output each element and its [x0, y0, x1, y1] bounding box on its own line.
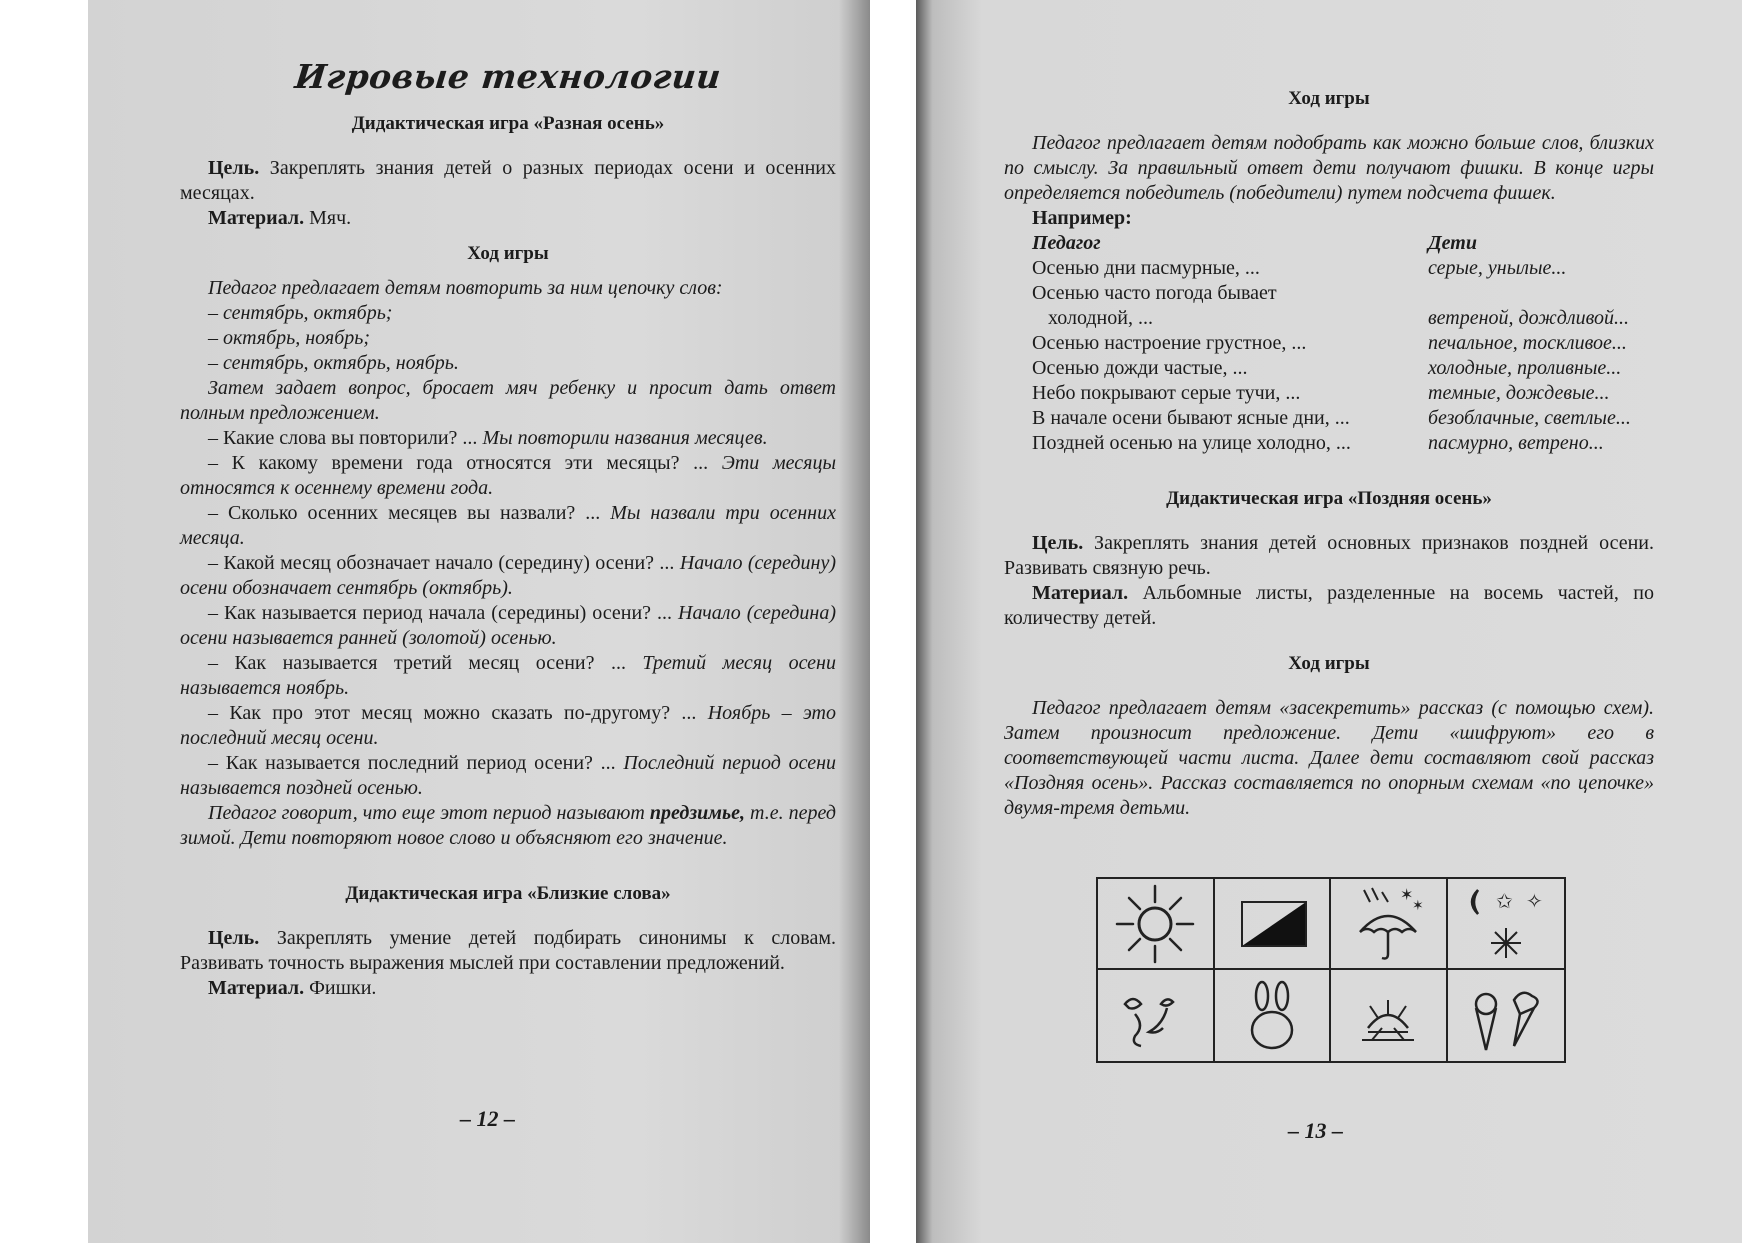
page-number: – 12 – [460, 1106, 515, 1131]
chain-item: – сентябрь, октябрь; [208, 302, 393, 324]
qa-item: – Какой месяц обозначает начало (середину) осени? ... Начало (середину) осени обозначает сентябрь (октябрь). [180, 552, 836, 599]
birds-icon [1105, 974, 1205, 1058]
qa-item: – Сколько осенних месяцев вы назвали? ... Мы назвали три осенних месяца. [180, 502, 836, 549]
game3-heading: Дидактическая игра «Поздняя осень» [1166, 488, 1492, 509]
table-row: Небо покрывают серые тучи, ... темные, дождевые... [1032, 382, 1610, 404]
game1-material: Материал. Мяч. [208, 207, 352, 229]
left-page [88, 0, 870, 1243]
svg-text:✶: ✶ [1412, 898, 1424, 914]
svg-text:✩: ✩ [1495, 890, 1513, 913]
schema-cell [1215, 970, 1332, 1061]
dark-cloud-icon [1222, 882, 1322, 966]
svg-text:✧: ✧ [1525, 890, 1543, 913]
svg-text:✶: ✶ [1400, 886, 1414, 904]
hedgehog-icon [1338, 974, 1438, 1058]
sun-icon [1105, 882, 1205, 966]
game1-ball-text: Затем задает вопрос, бросает мяч ребенку и просит дать ответ полным предложением. [180, 377, 836, 424]
col-children: Дети [1428, 232, 1477, 254]
game1-closing: Педагог говорит, что еще этот период называют предзимье, т.е. перед зимой. Дети повторяют новое слово и объясняют его значение. [180, 802, 836, 849]
game1-goal: Цель. Закреплять знания детей о разных периодах осени и осенних месяцах. [180, 157, 836, 204]
game1-intro: Педагог предлагает детям повторить за ним цепочку слов: [208, 277, 723, 299]
game3-goal: Цель. Закреплять знания детей основных признаков поздней осени. Развивать связную речь. [1004, 532, 1654, 579]
table-row: Поздней осенью на улице холодно, ... пасмурно, ветрено... [1032, 432, 1604, 454]
game2-heading: Дидактическая игра «Близкие слова» [345, 883, 671, 904]
schema-cell [1331, 970, 1448, 1061]
table-header-row [1004, 231, 1654, 256]
table-row: Осенью часто погода бывает [1032, 282, 1277, 304]
game1-procedure-heading: Ход игры [467, 243, 549, 264]
game3-procedure: Педагог предлагает детям «засекретить» рассказ (с помощью схем). Затем произносит предложение. Дети «шифруют» его в соответствующей части листа. Далее дети составляют свой рассказ «Поздняя осень». Рассказ составляется по опорным схемам «по цепочке» двумя-тремя детьми. [1004, 697, 1654, 819]
rabbit-icon [1222, 974, 1322, 1058]
qa-item: – Как про этот месяц можно сказать по-другому? ... Ноябрь – это последний месяц осени. [180, 702, 836, 749]
schema-cell [1098, 970, 1215, 1061]
chain-item: – сентябрь, октябрь, ноябрь. [208, 352, 459, 374]
schema-cell [1215, 879, 1332, 970]
umbrella-rain-icon [1338, 882, 1438, 966]
qa-item: – Как называется третий месяц осени? ... Третий месяц осени называется ноябрь. [180, 652, 836, 699]
schema-cell [1098, 879, 1215, 970]
qa-item: – Как называется период начала (середины) осени? ... Начало (середина) осени называется ранней (золотой) осенью. [180, 602, 836, 649]
left-page-text [180, 57, 837, 1001]
schema-cell [1448, 970, 1565, 1061]
game2-intro: Педагог предлагает детям подобрать как можно больше слов, близких по смыслу. За правильный ответ дети получают фишки. В конце игры определяется победитель (победители) путем подсчета фишек. [1004, 132, 1654, 204]
schema-cell [1448, 879, 1565, 970]
game3-material: Материал. Альбомные листы, разделенные на восемь частей, по количеству детей. [1004, 582, 1654, 629]
game1-heading: Дидактическая игра «Разная осень» [351, 113, 665, 134]
table-row: Осенью настроение грустное, ... печальное, тоскливое... [1032, 332, 1627, 354]
schema-cell [1331, 879, 1448, 970]
qa-item: – Какие слова вы повторили? ... Мы повторили названия месяцев. [208, 427, 768, 449]
right-page-text [1004, 86, 1654, 821]
game2-procedure-heading: Ход игры [1288, 88, 1370, 109]
game2-material: Материал. Фишки. [208, 977, 377, 999]
qa-item: – К какому времени года относятся эти месяцы? ... Эти месяцы относятся к осеннему времени года. [180, 452, 836, 499]
col-teacher: Педагог [1032, 232, 1101, 254]
qa-item: – Как называется последний период осени? ... Последний период осени называется поздней осенью. [180, 752, 837, 799]
game3-procedure-heading: Ход игры [1288, 653, 1370, 674]
game2-goal: Цель. Закреплять умение детей подбирать синонимы к словам. Развивать точность выражения мыслей при составлении предложений. [180, 927, 836, 974]
page-title: Игровые технологии [292, 57, 724, 96]
table-row: холодной, ... ветреной, дождливой... [1048, 307, 1630, 329]
schema-grid [1096, 877, 1566, 1063]
page-number: – 13 – [1288, 1118, 1343, 1143]
right-page [916, 0, 1742, 1243]
table-row: Осенью дожди частые, ... холодные, проливные... [1032, 357, 1622, 379]
chain-item: – октябрь, ноябрь; [208, 327, 371, 349]
example-label: Например: [1032, 207, 1132, 229]
dialog-table [1004, 231, 1654, 456]
book-spine [870, 0, 916, 1243]
moon-stars-icon [1456, 882, 1556, 966]
table-row: В начале осени бывают ясные дни, ... безоблачные, светлые... [1032, 407, 1631, 429]
table-row: Осенью дни пасмурные, ... серые, унылые... [1032, 257, 1567, 279]
ice-cream-icon [1456, 974, 1556, 1058]
